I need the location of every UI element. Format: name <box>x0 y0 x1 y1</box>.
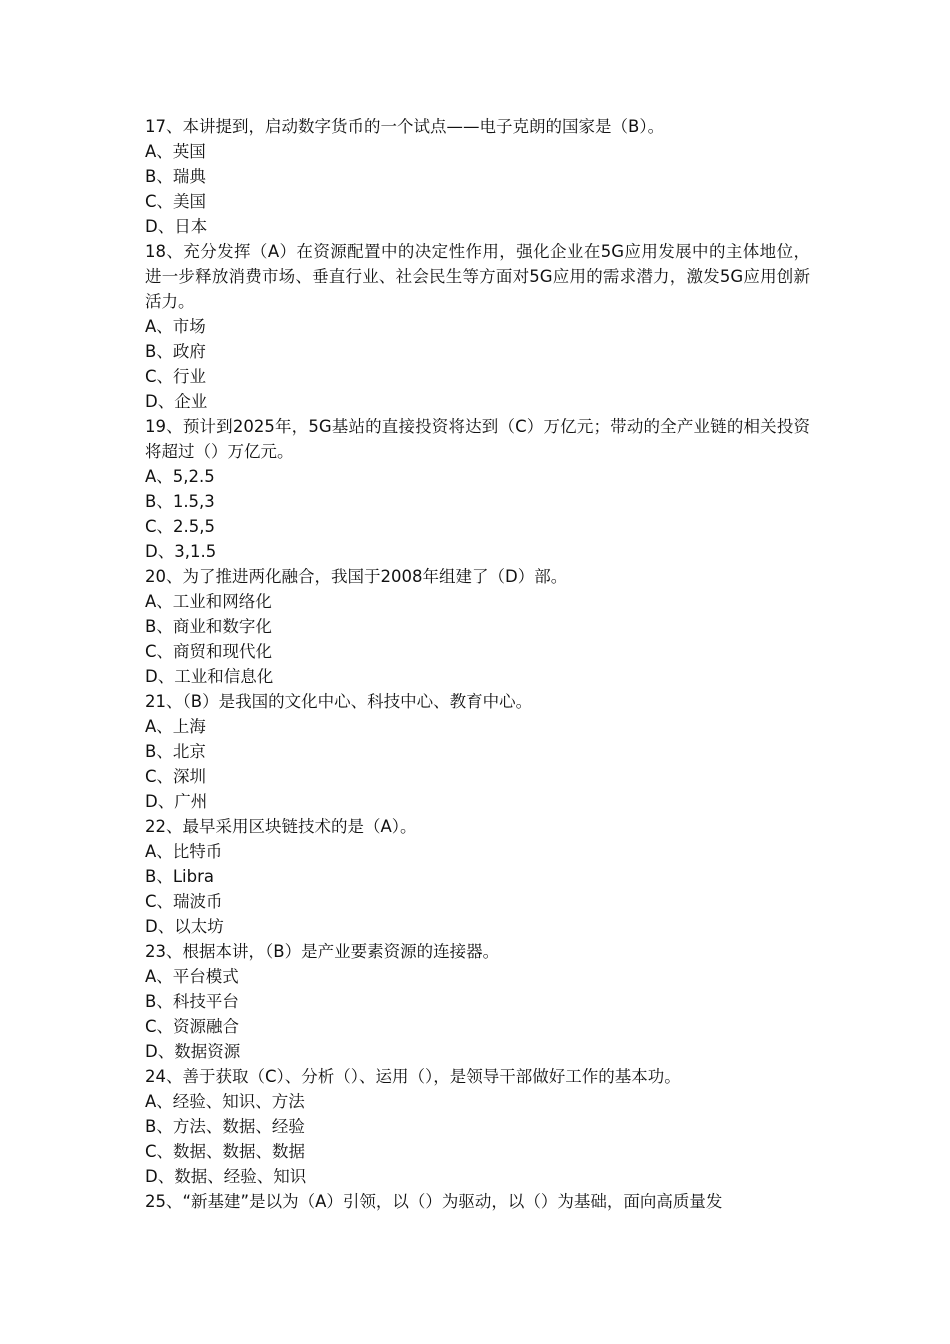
answer-option: C、行业 <box>145 367 207 386</box>
question-text: 25、“新基建”是以为（A）引领，以（）为驱动，以（）为基础，面向高质量发 <box>145 1192 723 1211</box>
answer-option: A、英国 <box>145 142 206 161</box>
answer-option: A、工业和网络化 <box>145 592 272 611</box>
answer-option: A、5,2.5 <box>145 467 215 486</box>
answer-option: B、北京 <box>145 742 206 761</box>
answer-option: A、平台模式 <box>145 967 239 986</box>
answer-option: A、经验、知识、方法 <box>145 1092 305 1111</box>
answer-option: A、市场 <box>145 317 206 336</box>
answer-option: B、1.5,3 <box>145 492 215 511</box>
question-text: 21、（B）是我国的文化中心、科技中心、教育中心。 <box>145 692 533 711</box>
answer-option: C、资源融合 <box>145 1017 240 1036</box>
answer-option: B、科技平台 <box>145 992 239 1011</box>
answer-option: D、数据、经验、知识 <box>145 1167 307 1186</box>
answer-option: D、广州 <box>145 792 208 811</box>
answer-option: C、2.5,5 <box>145 517 216 536</box>
question-text: 23、根据本讲，（B）是产业要素资源的连接器。 <box>145 942 500 961</box>
answer-option: D、3,1.5 <box>145 542 217 561</box>
answer-option: C、深圳 <box>145 767 207 786</box>
question-text: 22、最早采用区块链技术的是（A）。 <box>145 817 417 836</box>
answer-option: C、美国 <box>145 192 207 211</box>
answer-option: B、Libra <box>145 867 214 886</box>
answer-option: D、以太坊 <box>145 917 224 936</box>
answer-option: D、数据资源 <box>145 1042 241 1061</box>
question-text: 19、预计到2025年，5G基站的直接投资将达到（C）万亿元；带动的全产业链的相关投资将超过（）万亿元。 <box>145 417 810 461</box>
question-text: 20、为了推进两化融合，我国于2008年组建了（D）部。 <box>145 567 568 586</box>
answer-option: D、日本 <box>145 217 208 236</box>
question-text: 24、善于获取（C）、分析（）、运用（），是领导干部做好工作的基本功。 <box>145 1067 681 1086</box>
answer-option: C、数据、数据、数据 <box>145 1142 306 1161</box>
answer-option: B、瑞典 <box>145 167 206 186</box>
answer-option: A、上海 <box>145 717 206 736</box>
answer-option: C、瑞波币 <box>145 892 223 911</box>
answer-option: D、工业和信息化 <box>145 667 274 686</box>
question-text: 18、充分发挥（A）在资源配置中的决定性作用，强化企业在5G应用发展中的主体地位，进一步释放消费市场、垂直行业、社会民生等方面对5G应用的需求潜力，激发5G应用创新活力。 <box>145 242 810 311</box>
question-text: 17、本讲提到，启动数字货币的一个试点——电子克朗的国家是（B）。 <box>145 117 665 136</box>
question-list <box>145 114 810 1214</box>
answer-option: C、商贸和现代化 <box>145 642 273 661</box>
answer-option: B、商业和数字化 <box>145 617 272 636</box>
answer-option: D、企业 <box>145 392 208 411</box>
answer-option: A、比特币 <box>145 842 223 861</box>
answer-option: B、政府 <box>145 342 206 361</box>
answer-option: B、方法、数据、经验 <box>145 1117 305 1136</box>
